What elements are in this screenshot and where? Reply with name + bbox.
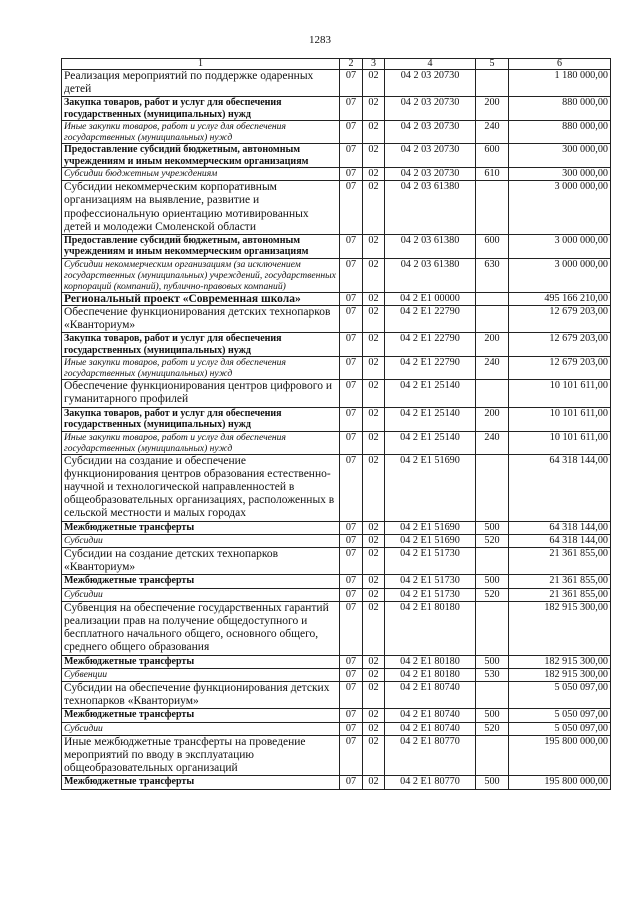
table-row bbox=[62, 333, 611, 357]
subsection-code-cell: 02 bbox=[363, 380, 385, 407]
table-row bbox=[62, 735, 611, 776]
subsection-code-cell: 02 bbox=[363, 431, 385, 454]
row-name-cell: Закупка товаров, работ и услуг для обеспечения государственных (муниципальных) нужд bbox=[62, 97, 340, 121]
subsection-code-cell: 02 bbox=[363, 168, 385, 181]
page-number: 1283 bbox=[309, 34, 331, 46]
table-row bbox=[62, 709, 611, 722]
amount-cell: 1 180 000,00 bbox=[509, 70, 611, 97]
section-code-cell: 07 bbox=[340, 258, 363, 292]
row-name-cell: Субсидии на создание и обеспечение функционирования центров образования естественно-научной и технологической направленностей в общеобразовательных организациях, расположенных в сельской местности и малых городах bbox=[62, 454, 340, 521]
expense-type-cell bbox=[476, 601, 509, 655]
column-header: 3 bbox=[363, 59, 385, 70]
table-row bbox=[62, 601, 611, 655]
amount-cell: 3 000 000,00 bbox=[509, 181, 611, 235]
subsection-code-cell: 02 bbox=[363, 681, 385, 708]
subsection-code-cell: 02 bbox=[363, 655, 385, 668]
target-article-cell: 04 2 E1 00000 bbox=[385, 292, 476, 305]
expense-type-cell bbox=[476, 454, 509, 521]
table-row bbox=[62, 97, 611, 121]
expense-type-cell bbox=[476, 70, 509, 97]
table-row bbox=[62, 357, 611, 380]
amount-cell: 21 361 855,00 bbox=[509, 575, 611, 588]
section-code-cell: 07 bbox=[340, 709, 363, 722]
amount-cell: 3 000 000,00 bbox=[509, 258, 611, 292]
section-code-cell: 07 bbox=[340, 235, 363, 259]
row-name-cell: Межбюджетные трансферты bbox=[62, 521, 340, 534]
column-header: 2 bbox=[340, 59, 363, 70]
expense-type-cell: 240 bbox=[476, 121, 509, 144]
expense-type-cell: 520 bbox=[476, 534, 509, 547]
expense-type-cell: 520 bbox=[476, 722, 509, 735]
amount-cell: 182 915 300,00 bbox=[509, 601, 611, 655]
amount-cell: 12 679 203,00 bbox=[509, 306, 611, 333]
amount-cell: 300 000,00 bbox=[509, 168, 611, 181]
expense-type-cell: 200 bbox=[476, 97, 509, 121]
subsection-code-cell: 02 bbox=[363, 306, 385, 333]
section-code-cell: 07 bbox=[340, 735, 363, 776]
section-code-cell: 07 bbox=[340, 575, 363, 588]
amount-cell: 64 318 144,00 bbox=[509, 534, 611, 547]
amount-cell: 195 800 000,00 bbox=[509, 735, 611, 776]
expense-type-cell bbox=[476, 181, 509, 235]
target-article-cell: 04 2 E1 25140 bbox=[385, 380, 476, 407]
target-article-cell: 04 2 E1 80740 bbox=[385, 709, 476, 722]
table-row bbox=[62, 235, 611, 259]
expense-type-cell: 600 bbox=[476, 235, 509, 259]
amount-cell: 880 000,00 bbox=[509, 97, 611, 121]
table-row bbox=[62, 292, 611, 305]
row-name-cell: Иные закупки товаров, работ и услуг для обеспечения государственных (муниципальных) нужд bbox=[62, 121, 340, 144]
section-code-cell: 07 bbox=[340, 722, 363, 735]
table-row bbox=[62, 655, 611, 668]
amount-cell: 64 318 144,00 bbox=[509, 521, 611, 534]
amount-cell: 3 000 000,00 bbox=[509, 235, 611, 259]
expense-type-cell: 500 bbox=[476, 655, 509, 668]
table-row bbox=[62, 258, 611, 292]
table-header-row bbox=[62, 59, 611, 70]
expense-type-cell: 520 bbox=[476, 588, 509, 601]
row-name-cell: Иные межбюджетные трансферты на проведение мероприятий по вводу в эксплуатацию общеобразовательных организаций bbox=[62, 735, 340, 776]
target-article-cell: 04 2 E1 51690 bbox=[385, 521, 476, 534]
row-name-cell: Субвенция на обеспечение государственных гарантий реализации прав на получение общедоступного и бесплатного начального общего, основного общего, среднего общего образования bbox=[62, 601, 340, 655]
section-code-cell: 07 bbox=[340, 357, 363, 380]
target-article-cell: 04 2 E1 80180 bbox=[385, 655, 476, 668]
row-name-cell: Субсидии некоммерческим корпоративным организациям на выявление, развитие и профессиональную ориентацию мотивированных детей и молодежи Смоленской области bbox=[62, 181, 340, 235]
target-article-cell: 04 2 E1 22790 bbox=[385, 306, 476, 333]
table-row bbox=[62, 668, 611, 681]
row-name-cell: Закупка товаров, работ и услуг для обеспечения государственных (муниципальных) нужд bbox=[62, 407, 340, 431]
subsection-code-cell: 02 bbox=[363, 144, 385, 168]
row-name-cell: Региональный проект «Современная школа» bbox=[62, 292, 340, 305]
row-name-cell: Субсидии некоммерческим организациям (за исключением государственных (муниципальных) учреждений, государственных корпораций (компаний), публично-правовых компаний) bbox=[62, 258, 340, 292]
expense-type-cell: 600 bbox=[476, 144, 509, 168]
row-name-cell: Обеспечение функционирования детских технопарков «Кванториум» bbox=[62, 306, 340, 333]
table-row bbox=[62, 454, 611, 521]
column-header: 5 bbox=[476, 59, 509, 70]
row-name-cell: Закупка товаров, работ и услуг для обеспечения государственных (муниципальных) нужд bbox=[62, 333, 340, 357]
row-name-cell: Субвенции bbox=[62, 668, 340, 681]
subsection-code-cell: 02 bbox=[363, 547, 385, 574]
row-name-cell: Субсидии бюджетным учреждениям bbox=[62, 168, 340, 181]
target-article-cell: 04 2 E1 80740 bbox=[385, 681, 476, 708]
subsection-code-cell: 02 bbox=[363, 454, 385, 521]
expense-type-cell: 500 bbox=[476, 709, 509, 722]
section-code-cell: 07 bbox=[340, 292, 363, 305]
section-code-cell: 07 bbox=[340, 380, 363, 407]
row-name-cell: Обеспечение функционирования центров цифрового и гуманитарного профилей bbox=[62, 380, 340, 407]
subsection-code-cell: 02 bbox=[363, 121, 385, 144]
section-code-cell: 07 bbox=[340, 588, 363, 601]
amount-cell: 495 166 210,00 bbox=[509, 292, 611, 305]
amount-cell: 5 050 097,00 bbox=[509, 709, 611, 722]
subsection-code-cell: 02 bbox=[363, 776, 385, 789]
subsection-code-cell: 02 bbox=[363, 709, 385, 722]
subsection-code-cell: 02 bbox=[363, 292, 385, 305]
expense-type-cell: 610 bbox=[476, 168, 509, 181]
amount-cell: 300 000,00 bbox=[509, 144, 611, 168]
section-code-cell: 07 bbox=[340, 181, 363, 235]
expense-type-cell: 500 bbox=[476, 776, 509, 789]
expense-type-cell bbox=[476, 735, 509, 776]
section-code-cell: 07 bbox=[340, 547, 363, 574]
target-article-cell: 04 2 E1 80770 bbox=[385, 735, 476, 776]
target-article-cell: 04 2 E1 25140 bbox=[385, 407, 476, 431]
subsection-code-cell: 02 bbox=[363, 181, 385, 235]
row-name-cell: Субсидии bbox=[62, 534, 340, 547]
row-name-cell: Иные закупки товаров, работ и услуг для обеспечения государственных (муниципальных) нужд bbox=[62, 357, 340, 380]
expense-type-cell bbox=[476, 306, 509, 333]
subsection-code-cell: 02 bbox=[363, 668, 385, 681]
target-article-cell: 04 2 E1 25140 bbox=[385, 431, 476, 454]
target-article-cell: 04 2 03 61380 bbox=[385, 235, 476, 259]
amount-cell: 21 361 855,00 bbox=[509, 588, 611, 601]
row-name-cell: Субсидии bbox=[62, 722, 340, 735]
amount-cell: 10 101 611,00 bbox=[509, 431, 611, 454]
amount-cell: 5 050 097,00 bbox=[509, 722, 611, 735]
table-row bbox=[62, 547, 611, 574]
section-code-cell: 07 bbox=[340, 121, 363, 144]
subsection-code-cell: 02 bbox=[363, 601, 385, 655]
section-code-cell: 07 bbox=[340, 333, 363, 357]
row-name-cell: Иные закупки товаров, работ и услуг для обеспечения государственных (муниципальных) нужд bbox=[62, 431, 340, 454]
table-row bbox=[62, 306, 611, 333]
expense-type-cell: 530 bbox=[476, 668, 509, 681]
table-row bbox=[62, 168, 611, 181]
amount-cell: 64 318 144,00 bbox=[509, 454, 611, 521]
row-name-cell: Межбюджетные трансферты bbox=[62, 655, 340, 668]
target-article-cell: 04 2 E1 22790 bbox=[385, 357, 476, 380]
section-code-cell: 07 bbox=[340, 70, 363, 97]
section-code-cell: 07 bbox=[340, 776, 363, 789]
subsection-code-cell: 02 bbox=[363, 534, 385, 547]
expense-type-cell: 630 bbox=[476, 258, 509, 292]
amount-cell: 12 679 203,00 bbox=[509, 333, 611, 357]
section-code-cell: 07 bbox=[340, 534, 363, 547]
table-row bbox=[62, 776, 611, 789]
row-name-cell: Субсидии на обеспечение функционирования детских технопарков «Кванториум» bbox=[62, 681, 340, 708]
subsection-code-cell: 02 bbox=[363, 735, 385, 776]
target-article-cell: 04 2 E1 51730 bbox=[385, 547, 476, 574]
target-article-cell: 04 2 03 61380 bbox=[385, 258, 476, 292]
table-row bbox=[62, 70, 611, 97]
table-row bbox=[62, 144, 611, 168]
table-row bbox=[62, 380, 611, 407]
expense-type-cell: 500 bbox=[476, 521, 509, 534]
target-article-cell: 04 2 E1 80180 bbox=[385, 668, 476, 681]
amount-cell: 195 800 000,00 bbox=[509, 776, 611, 789]
section-code-cell: 07 bbox=[340, 655, 363, 668]
section-code-cell: 07 bbox=[340, 144, 363, 168]
row-name-cell: Предоставление субсидий бюджетным, автономным учреждениям и иным некоммерческим организациям bbox=[62, 144, 340, 168]
row-name-cell: Предоставление субсидий бюджетным, автономным учреждениям и иным некоммерческим организациям bbox=[62, 235, 340, 259]
target-article-cell: 04 2 03 20730 bbox=[385, 70, 476, 97]
table-row bbox=[62, 121, 611, 144]
subsection-code-cell: 02 bbox=[363, 575, 385, 588]
section-code-cell: 07 bbox=[340, 668, 363, 681]
table-row bbox=[62, 521, 611, 534]
expense-type-cell: 200 bbox=[476, 333, 509, 357]
subsection-code-cell: 02 bbox=[363, 588, 385, 601]
section-code-cell: 07 bbox=[340, 431, 363, 454]
target-article-cell: 04 2 03 20730 bbox=[385, 168, 476, 181]
section-code-cell: 07 bbox=[340, 681, 363, 708]
section-code-cell: 07 bbox=[340, 306, 363, 333]
row-name-cell: Реализация мероприятий по поддержке одаренных детей bbox=[62, 70, 340, 97]
table-row bbox=[62, 575, 611, 588]
row-name-cell: Межбюджетные трансферты bbox=[62, 776, 340, 789]
expense-type-cell bbox=[476, 380, 509, 407]
row-name-cell: Субсидии на создание детских технопарков «Кванториум» bbox=[62, 547, 340, 574]
subsection-code-cell: 02 bbox=[363, 235, 385, 259]
target-article-cell: 04 2 03 20730 bbox=[385, 121, 476, 144]
target-article-cell: 04 2 E1 80180 bbox=[385, 601, 476, 655]
subsection-code-cell: 02 bbox=[363, 521, 385, 534]
row-name-cell: Межбюджетные трансферты bbox=[62, 709, 340, 722]
section-code-cell: 07 bbox=[340, 454, 363, 521]
expense-type-cell bbox=[476, 292, 509, 305]
target-article-cell: 04 2 03 20730 bbox=[385, 144, 476, 168]
section-code-cell: 07 bbox=[340, 521, 363, 534]
subsection-code-cell: 02 bbox=[363, 407, 385, 431]
expense-type-cell bbox=[476, 547, 509, 574]
amount-cell: 182 915 300,00 bbox=[509, 668, 611, 681]
section-code-cell: 07 bbox=[340, 407, 363, 431]
table-row bbox=[62, 588, 611, 601]
row-name-cell: Субсидии bbox=[62, 588, 340, 601]
subsection-code-cell: 02 bbox=[363, 70, 385, 97]
table-row bbox=[62, 407, 611, 431]
amount-cell: 182 915 300,00 bbox=[509, 655, 611, 668]
table-row bbox=[62, 681, 611, 708]
table-row bbox=[62, 181, 611, 235]
column-header: 4 bbox=[385, 59, 476, 70]
section-code-cell: 07 bbox=[340, 97, 363, 121]
amount-cell: 880 000,00 bbox=[509, 121, 611, 144]
amount-cell: 10 101 611,00 bbox=[509, 407, 611, 431]
target-article-cell: 04 2 E1 51730 bbox=[385, 588, 476, 601]
target-article-cell: 04 2 E1 80770 bbox=[385, 776, 476, 789]
subsection-code-cell: 02 bbox=[363, 97, 385, 121]
target-article-cell: 04 2 E1 51730 bbox=[385, 575, 476, 588]
amount-cell: 5 050 097,00 bbox=[509, 681, 611, 708]
target-article-cell: 04 2 E1 51690 bbox=[385, 534, 476, 547]
expense-type-cell: 500 bbox=[476, 575, 509, 588]
subsection-code-cell: 02 bbox=[363, 722, 385, 735]
expense-type-cell: 240 bbox=[476, 357, 509, 380]
amount-cell: 21 361 855,00 bbox=[509, 547, 611, 574]
section-code-cell: 07 bbox=[340, 601, 363, 655]
target-article-cell: 04 2 E1 51690 bbox=[385, 454, 476, 521]
target-article-cell: 04 2 03 61380 bbox=[385, 181, 476, 235]
table-row bbox=[62, 431, 611, 454]
subsection-code-cell: 02 bbox=[363, 357, 385, 380]
table-row bbox=[62, 722, 611, 735]
table-row bbox=[62, 534, 611, 547]
expense-type-cell: 240 bbox=[476, 431, 509, 454]
subsection-code-cell: 02 bbox=[363, 333, 385, 357]
target-article-cell: 04 2 E1 80740 bbox=[385, 722, 476, 735]
budget-table bbox=[61, 58, 611, 790]
subsection-code-cell: 02 bbox=[363, 258, 385, 292]
section-code-cell: 07 bbox=[340, 168, 363, 181]
expense-type-cell: 200 bbox=[476, 407, 509, 431]
amount-cell: 12 679 203,00 bbox=[509, 357, 611, 380]
target-article-cell: 04 2 03 20730 bbox=[385, 97, 476, 121]
column-header: 1 bbox=[62, 59, 340, 70]
target-article-cell: 04 2 E1 22790 bbox=[385, 333, 476, 357]
amount-cell: 10 101 611,00 bbox=[509, 380, 611, 407]
expense-type-cell bbox=[476, 681, 509, 708]
column-header: 6 bbox=[509, 59, 611, 70]
row-name-cell: Межбюджетные трансферты bbox=[62, 575, 340, 588]
